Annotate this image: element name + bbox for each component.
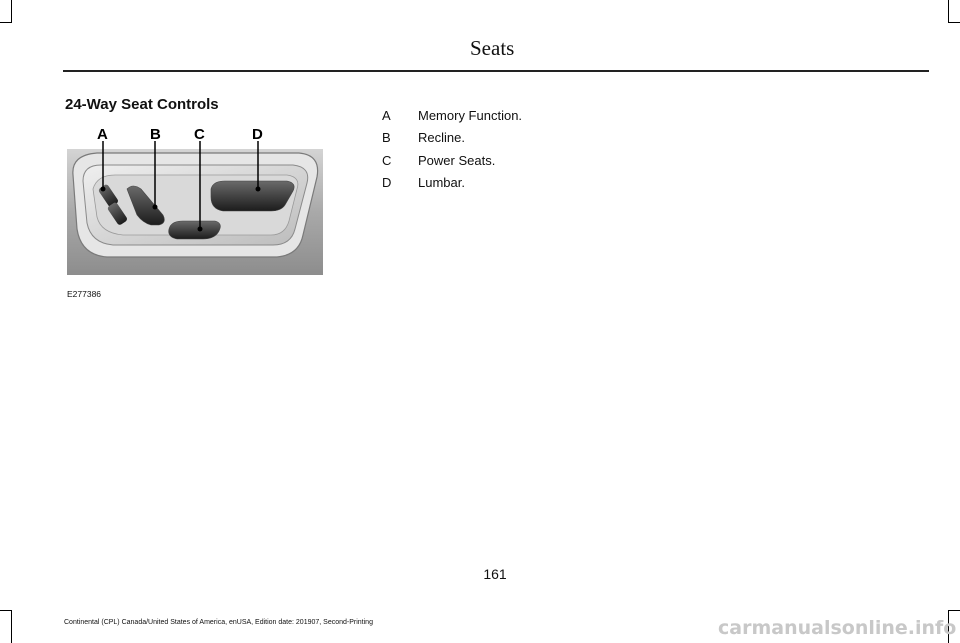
crop-mark-top-left-vertical xyxy=(11,0,12,22)
power-seat-switch xyxy=(169,221,221,239)
page-number: 161 xyxy=(483,566,507,582)
legend-text: Recline. xyxy=(418,130,465,146)
legend-letter: D xyxy=(382,175,392,191)
legend-letter: C xyxy=(382,152,392,168)
legend-text: Memory Function. xyxy=(418,107,523,123)
callout-legend xyxy=(382,104,522,194)
legend-item xyxy=(382,127,522,150)
header-rule xyxy=(63,70,929,72)
callout-label-a: A xyxy=(97,126,108,143)
callout-dot-d xyxy=(256,187,261,192)
legend-text: Power Seats. xyxy=(418,152,496,168)
legend-item xyxy=(382,149,522,172)
page-footer: Continental (CPL) Canada/United States of America, enUSA, Edition date: 201907, Second-Printing xyxy=(64,619,373,626)
page-header-title: Seats xyxy=(470,36,515,60)
callout-label-c: C xyxy=(194,126,205,143)
crop-mark-top-left-horizontal xyxy=(0,22,12,23)
callout-label-b: B xyxy=(150,126,161,143)
seat-controls-illustration xyxy=(67,125,323,277)
watermark: carmanualsonline.info xyxy=(718,617,957,639)
lumbar-switch xyxy=(211,181,294,211)
figure-code: E277386 xyxy=(67,289,102,299)
callout-dot-c xyxy=(198,227,203,232)
crop-mark-bottom-left-vertical xyxy=(11,610,12,643)
callout-dot-a xyxy=(101,187,106,192)
section-heading: 24-Way Seat Controls xyxy=(65,96,219,113)
crop-mark-top-right-horizontal xyxy=(948,22,960,23)
callout-dot-b xyxy=(153,205,158,210)
legend-letter: A xyxy=(382,107,391,123)
legend-text: Lumbar. xyxy=(418,175,465,191)
legend-item xyxy=(382,172,522,195)
crop-mark-bottom-left-horizontal xyxy=(0,610,12,611)
crop-mark-top-right-vertical xyxy=(948,0,949,22)
legend-item xyxy=(382,104,522,127)
legend-letter: B xyxy=(382,130,391,146)
crop-mark-bottom-right-horizontal xyxy=(948,610,960,611)
callout-label-d: D xyxy=(252,126,263,143)
